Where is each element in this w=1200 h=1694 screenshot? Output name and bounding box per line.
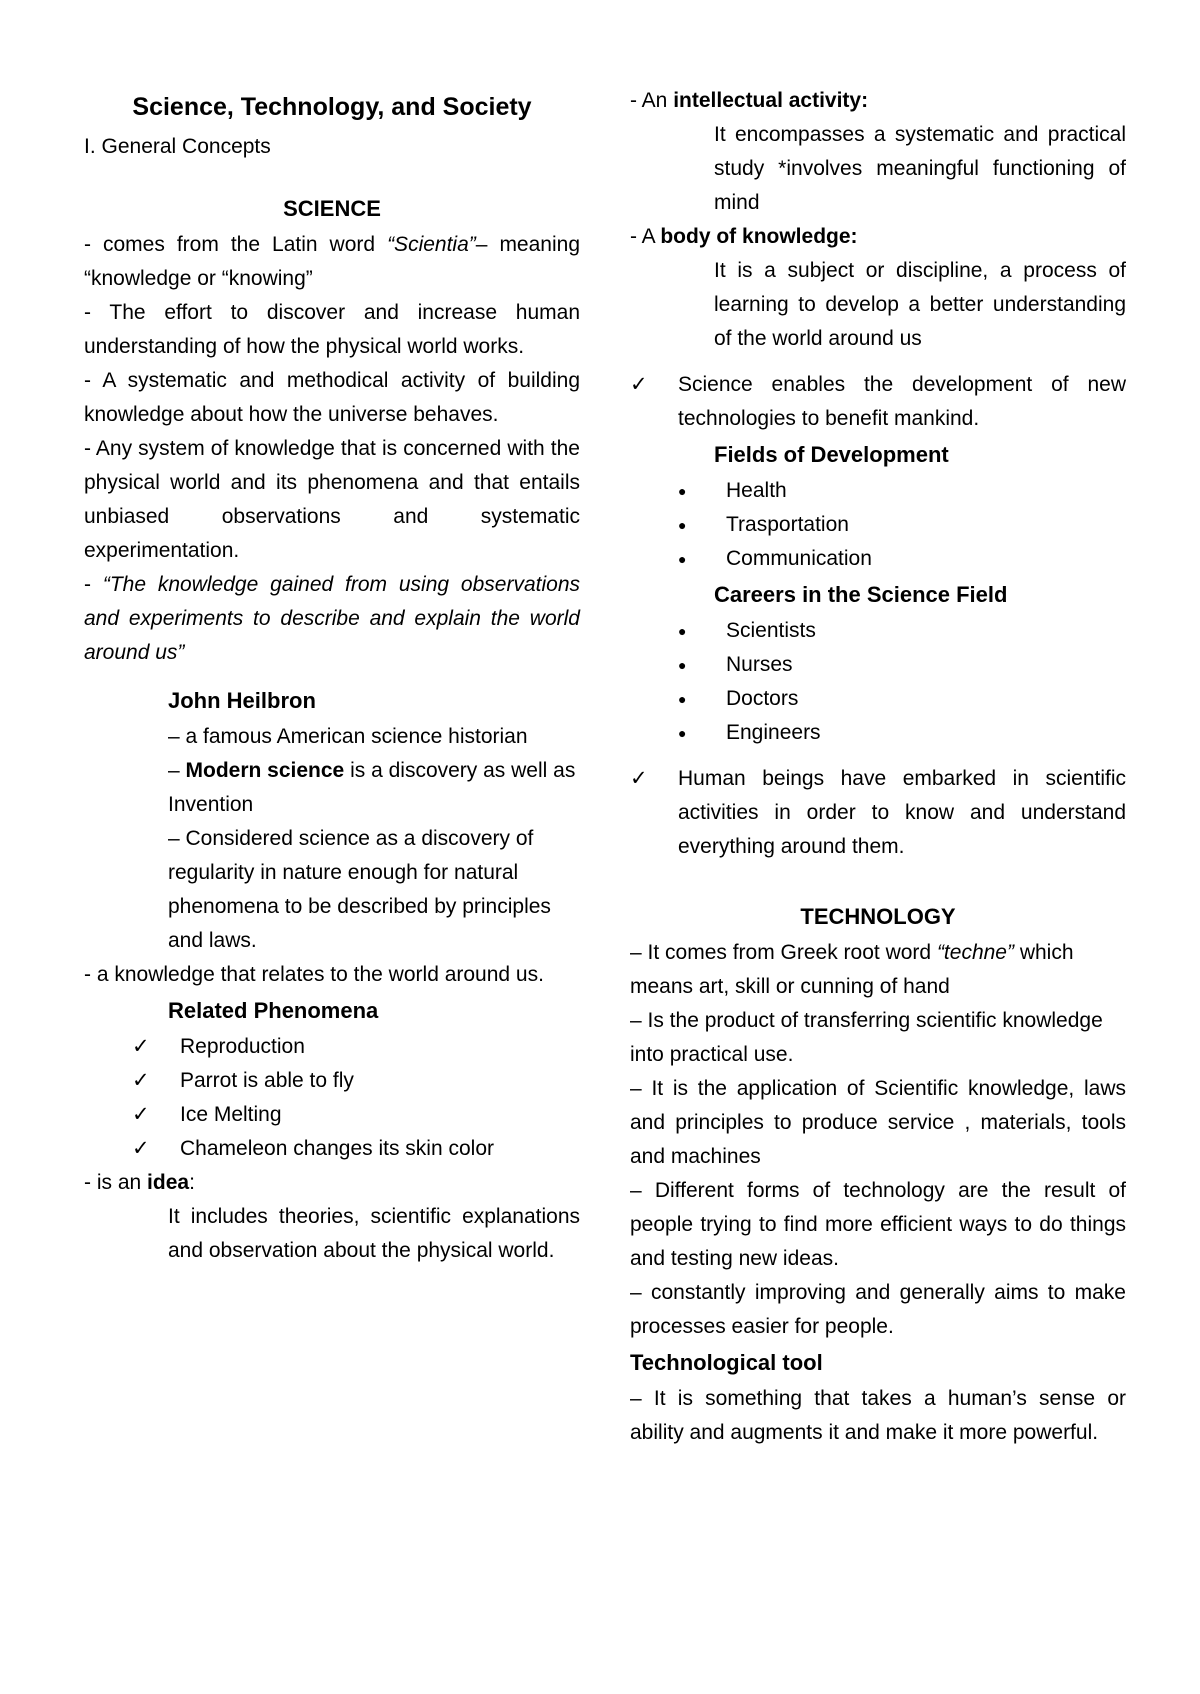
bullet-icon: ● <box>678 725 687 741</box>
list-item: ✓ Chameleon changes its skin color <box>84 1132 580 1166</box>
list-item: ● Trasportation <box>630 508 1126 542</box>
technological-tool-text: – It is something that takes a human’s sense or ability and augments it and make it more powerful. <box>630 1387 1126 1444</box>
careers-heading: Careers in the Science Field <box>714 582 1008 607</box>
bullet-icon: ● <box>678 551 687 567</box>
fields-list <box>630 474 1126 576</box>
list-item: ✓ Ice Melting <box>84 1098 580 1132</box>
heilbron-heading: John Heilbron <box>168 688 316 713</box>
related-phenomena-heading: Related Phenomena <box>168 998 379 1023</box>
body-of-knowledge-line: - A body of knowledge: <box>630 225 858 248</box>
heilbron-point-1: – a famous American science historian <box>168 725 528 748</box>
science-definition-1: - comes from the Latin word “Scientia”– meaning “knowledge or “knowing” <box>84 233 580 290</box>
technology-definition-2: – Is the product of transferring scientific knowledge into practical use. <box>630 1009 1103 1066</box>
technological-tool-heading: Technological tool <box>630 1350 823 1375</box>
check-icon: ✓ <box>132 1069 150 1092</box>
bullet-icon: ● <box>678 623 687 639</box>
list-item: ● Nurses <box>630 648 1126 682</box>
science-definition-5: - “The knowledge gained from using observations and experiments to describe and explain the world around us” <box>84 573 580 664</box>
check-icon: ✓ <box>132 1137 150 1160</box>
bullet-icon: ● <box>678 691 687 707</box>
careers-list <box>630 614 1126 750</box>
science-definition-2: - The effort to discover and increase human understanding of how the physical world works. <box>84 301 580 358</box>
document-title: Science, Technology, and Society <box>132 93 532 121</box>
list-item: ✓ Reproduction <box>84 1030 580 1064</box>
technology-definition-3: – It is the application of Scientific knowledge, laws and principles to produce service , materials, tools and machines <box>630 1077 1126 1168</box>
check-icon: ✓ <box>630 767 648 790</box>
heilbron-point-3: – Considered science as a discovery of regularity in nature enough for natural phenomena to be described by principles and laws. <box>168 827 551 952</box>
right-column <box>630 84 1126 1450</box>
technology-definition-5: – constantly improving and generally aims to make processes easier for people. <box>630 1281 1126 1338</box>
intellectual-activity-text: It encompasses a systematic and practical study *involves meaningful functioning of mind <box>714 123 1126 214</box>
list-item: ● Health <box>630 474 1126 508</box>
list-item: ✓ Parrot is able to fly <box>84 1064 580 1098</box>
list-item: ● Communication <box>630 542 1126 576</box>
technology-definition-4: – Different forms of technology are the result of people trying to find more efficient ways to do things and testing new ideas. <box>630 1179 1126 1270</box>
science-definition-4: - Any system of knowledge that is concerned with the physical world and its phenomena and that entails unbiased observations and systematic experimentation. <box>84 437 580 562</box>
idea-line: - is an idea: <box>84 1171 195 1194</box>
fields-heading: Fields of Development <box>714 442 949 467</box>
check-icon: ✓ <box>132 1035 150 1058</box>
list-item: ● Doctors <box>630 682 1126 716</box>
list-item: ● Engineers <box>630 716 1126 750</box>
technology-heading: TECHNOLOGY <box>800 904 956 929</box>
idea-text: It includes theories, scientific explanations and observation about the physical world. <box>168 1205 580 1262</box>
intellectual-activity-line: - An intellectual activity: <box>630 89 869 112</box>
related-phenomena-list <box>84 1030 580 1166</box>
bullet-icon: ● <box>678 517 687 533</box>
body-of-knowledge-text: It is a subject or discipline, a process of learning to develop a better understanding of the world around us <box>714 259 1126 350</box>
technology-definition-1: – It comes from Greek root word “techne” which means art, skill or cunning of hand <box>630 941 1074 998</box>
science-benefit-note: ✓ Science enables the development of new technologies to benefit mankind. <box>630 368 1126 436</box>
section-subtitle: I. General Concepts <box>84 135 271 158</box>
science-definition-6: - a knowledge that relates to the world around us. <box>84 963 544 986</box>
left-column <box>84 84 580 1268</box>
bullet-icon: ● <box>678 483 687 499</box>
check-icon: ✓ <box>630 373 648 396</box>
bullet-icon: ● <box>678 657 687 673</box>
heilbron-point-2: – Modern science is a discovery as well as Invention <box>168 759 576 816</box>
check-icon: ✓ <box>132 1103 150 1126</box>
science-definition-3: - A systematic and methodical activity of building knowledge about how the universe behaves. <box>84 369 580 426</box>
science-heading: SCIENCE <box>283 196 381 221</box>
list-item: ● Scientists <box>630 614 1126 648</box>
human-activities-note: ✓ Human beings have embarked in scientific activities in order to know and understand everything around them. <box>630 762 1126 864</box>
